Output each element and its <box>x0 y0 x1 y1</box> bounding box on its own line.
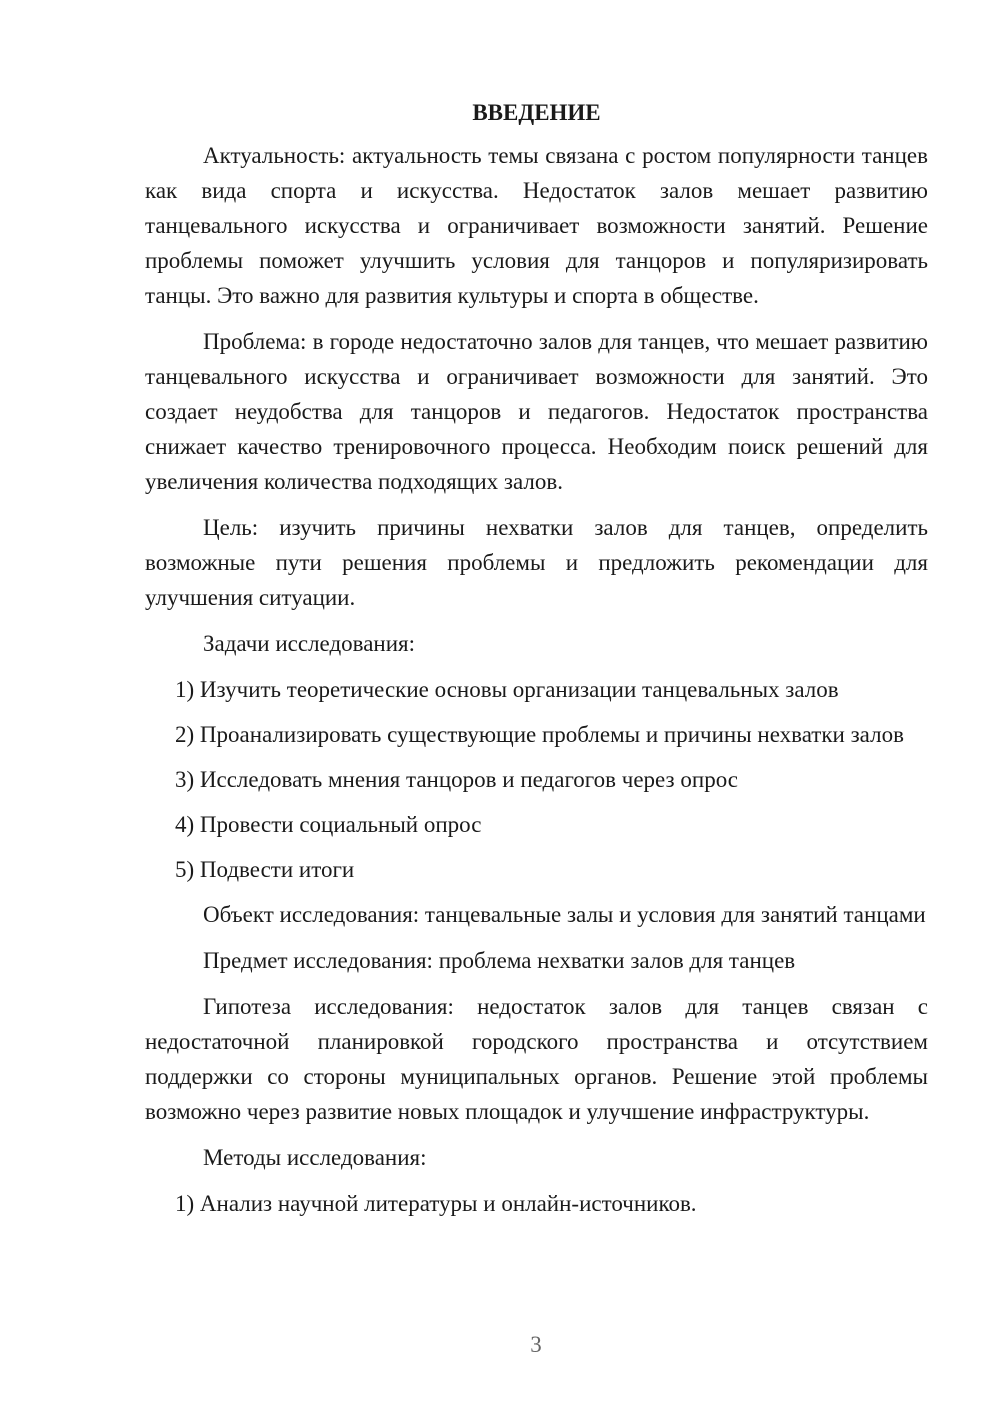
relevance-paragraph: Актуальность: актуальность темы связана с ростом популярности танцев как вида спорта и искусства. Недостаток залов мешает развитию танцевального искусства и ограничивает возможности занятий. Решение проблемы поможет улучшить условия для танцоров и популяризировать танцы. Это важно для развития культуры и спорта в обществе. <box>145 143 928 308</box>
task-item-2: 2) Проанализировать существующие проблемы и причины нехватки залов <box>175 722 904 747</box>
problem-paragraph: Проблема: в городе недостаточно залов для танцев, что мешает развитию танцевального искусства и ограничивает возможности для занятий. Это создает неудобства для танцоров и педагогов. Недостаток пространства снижает качество тренировочного процесса. Необходим поиск решений для увеличения количества подходящих залов. <box>145 329 928 494</box>
section-title: ВВЕДЕНИЕ <box>472 100 601 125</box>
subject-paragraph: Предмет исследования: проблема нехватки залов для танцев <box>203 948 796 973</box>
task-item-5: 5) Подвести итоги <box>175 857 355 882</box>
task-item-4: 4) Провести социальный опрос <box>175 812 482 837</box>
goal-paragraph: Цель: изучить причины нехватки залов для танцев, определить возможные пути решения проблемы и предложить рекомендации для улучшения ситуации. <box>145 515 928 610</box>
method-item-1: 1) Анализ научной литературы и онлайн-источников. <box>175 1191 697 1216</box>
tasks-heading: Задачи исследования: <box>203 631 416 656</box>
object-paragraph: Объект исследования: танцевальные залы и условия для занятий танцами <box>203 902 926 927</box>
hypothesis-paragraph: Гипотеза исследования: недостаток залов для танцев связан с недостаточной планировкой городского пространства и отсутствием поддержки со стороны муниципальных органов. Решение этой проблемы возможно через развитие новых площадок и улучшение инфраструктуры. <box>145 994 928 1124</box>
task-item-1: 1) Изучить теоретические основы организации танцевальных залов <box>175 677 839 702</box>
page-content <box>145 95 928 1231</box>
page-number: 3 <box>530 1332 542 1357</box>
methods-heading: Методы исследования: <box>203 1145 427 1170</box>
task-item-3: 3) Исследовать мнения танцоров и педагогов через опрос <box>175 767 738 792</box>
